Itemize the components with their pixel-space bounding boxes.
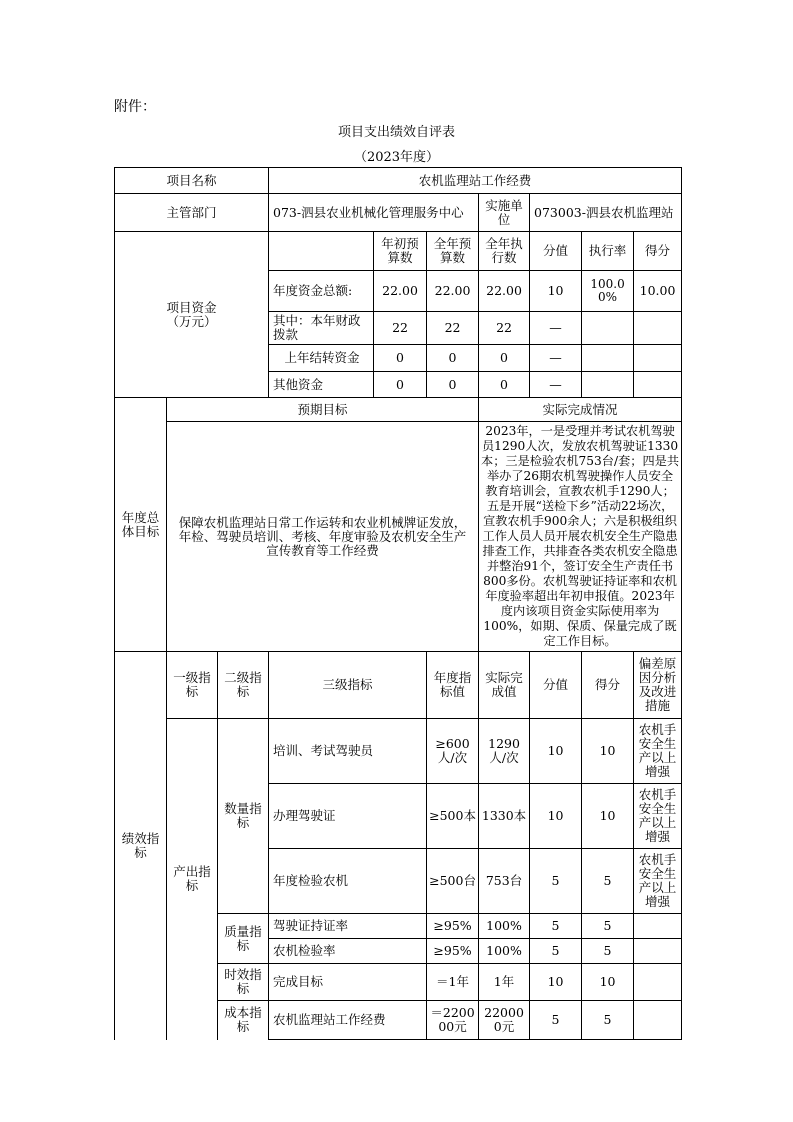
goals-expected-header: 预期目标	[167, 398, 479, 422]
funds-row-total-score-value: 10	[530, 271, 582, 312]
funds-header-rate: 执行率	[582, 232, 634, 270]
indicators-header-level3: 三级指标	[269, 652, 427, 719]
funds-row-other-initial: 0	[374, 372, 427, 398]
indicator-row-score-value: 10	[530, 964, 582, 1001]
indicator-row-name: 农机检验率	[269, 939, 427, 964]
indicator-row-score-deviation	[582, 849, 682, 914]
funds-row-total-rate-score	[582, 271, 682, 312]
indicator-row-score: 5	[582, 939, 634, 963]
funds-row-carryover-executed: 0	[479, 345, 530, 372]
indicator-row-name: 完成目标	[269, 964, 427, 1001]
funds-row-fiscal-name: 其中：本年财政拨款	[269, 312, 374, 345]
self-evaluation-table	[114, 167, 682, 1040]
indicators-header-score-value: 分值	[530, 652, 582, 719]
indicator-row-deviation	[634, 964, 681, 1000]
indicator-row-score-deviation	[582, 964, 682, 1001]
indicator-row-score: 10	[582, 719, 634, 783]
goals-label: 年度总体目标	[115, 398, 167, 652]
indicator-row-score-value: 10	[530, 784, 582, 849]
indicator-row-name: 办理驾驶证	[269, 784, 427, 849]
indicator-row-score-deviation	[582, 719, 682, 784]
indicator-row-target: ≥95%	[427, 914, 479, 939]
attachment-label: 附件：	[114, 99, 156, 115]
indicator-row-deviation	[634, 914, 681, 938]
funds-row-carryover-rate-score	[582, 345, 682, 372]
indicators-header-actual: 实际完成值	[479, 652, 530, 719]
funds-header-executed: 全年执行数	[479, 232, 530, 271]
funds-header-rate-score	[582, 232, 682, 271]
indicators-header-target: 年度指标值	[427, 652, 479, 719]
indicator-row-name: 培训、考试驾驶员	[269, 719, 427, 784]
funds-row-other-annual: 0	[427, 372, 479, 398]
funds-row-carryover-rate	[582, 345, 634, 371]
indicator-row-score-deviation	[582, 914, 682, 939]
indicators-label: 绩效指标	[115, 652, 167, 1040]
funds-row-other-score	[634, 372, 681, 397]
funds-row-fiscal-rate	[582, 312, 634, 344]
funds-row-total-score: 10.00	[639, 283, 676, 298]
indicator-row-actual: 1290人/次	[479, 719, 530, 784]
dept-label: 主管部门	[115, 194, 269, 232]
project-name-label: 项目名称	[115, 168, 269, 194]
funds-row-other-rate-score	[582, 372, 682, 398]
funds-label: 项目资金 （万元）	[115, 232, 269, 398]
indicator-row-name: 年度检验农机	[269, 849, 427, 914]
indicator-row-score-value: 5	[530, 1001, 582, 1040]
indicator-row-target: ≥500本	[427, 784, 479, 849]
indicator-row-score: 10	[582, 964, 634, 1000]
indicator-group-quantity: 数量指标	[218, 719, 269, 914]
funds-header-initial: 年初预算数	[374, 232, 427, 271]
funds-row-total-initial: 22.00	[374, 271, 427, 312]
indicator-row-actual: 1年	[479, 964, 530, 1001]
indicator-row-actual: 220000元	[479, 1001, 530, 1040]
indicator-group-cost: 成本指标	[218, 1001, 269, 1040]
funds-header-score: 得分	[645, 243, 671, 258]
indicator-row-score-value: 5	[530, 939, 582, 964]
funds-header-score-value: 分值	[530, 232, 582, 271]
indicator-row-score-deviation	[582, 1001, 682, 1040]
indicator-level1-output: 产出指标	[167, 719, 218, 1040]
indicator-row-deviation	[634, 1001, 681, 1039]
indicators-header-level2: 二级指标	[218, 652, 269, 719]
funds-row-other-executed: 0	[479, 372, 530, 398]
indicator-row-score: 10	[582, 784, 634, 848]
indicator-row-actual: 100%	[479, 914, 530, 939]
indicator-row-actual: 753台	[479, 849, 530, 914]
indicator-row-score-deviation	[582, 939, 682, 964]
indicator-row-actual: 100%	[479, 939, 530, 964]
indicator-row-name: 农机监理站工作经费	[269, 1001, 427, 1040]
indicator-row-target: ＝220000元	[427, 1001, 479, 1040]
funds-row-carryover-initial: 0	[374, 345, 427, 372]
indicator-row-score: 5	[582, 914, 634, 938]
indicator-row-actual: 1330本	[479, 784, 530, 849]
indicators-header-score: 得分	[582, 652, 634, 718]
year-subtitle: （2023年度）	[353, 150, 440, 165]
indicator-row-deviation	[634, 939, 681, 963]
funds-row-total-rate: 100.00%	[582, 271, 634, 311]
funds-row-fiscal-score	[634, 312, 681, 344]
funds-row-other-name: 其他资金	[269, 372, 374, 398]
funds-header-blank	[269, 232, 374, 271]
indicator-row-name: 驾驶证持证率	[269, 914, 427, 939]
funds-row-fiscal-annual: 22	[427, 312, 479, 345]
indicator-row-score: 5	[582, 849, 634, 913]
funds-row-carryover-score	[634, 345, 681, 371]
funds-row-fiscal-rate-score	[582, 312, 682, 345]
funds-row-carryover-annual: 0	[427, 345, 479, 372]
indicator-row-target: ＝1年	[427, 964, 479, 1001]
goals-expected-text: 保障农机监理站日常工作运转和农业机械牌证发放，年检、驾驶员培训、考核、年度审验及农机安全生产宣传教育等工作经费	[167, 422, 479, 652]
goals-actual-header: 实际完成情况	[479, 398, 682, 422]
funds-row-total-name: 年度资金总额:	[269, 271, 374, 312]
funds-row-carryover-score-value: —	[530, 345, 582, 372]
indicator-row-score-value: 5	[530, 914, 582, 939]
indicators-header-level1: 一级指标	[167, 652, 218, 719]
funds-row-carryover-name: 上年结转资金	[269, 345, 374, 372]
indicator-row-target: ≥95%	[427, 939, 479, 964]
project-name-value: 农机监理站工作经费	[269, 168, 682, 194]
indicator-row-score-value: 5	[530, 849, 582, 914]
indicator-row-target: ≥500台	[427, 849, 479, 914]
indicator-group-quality: 质量指标	[218, 914, 269, 964]
goals-actual-text: 2023年，一是受理并考试农机驾驶员1290人次，发放农机驾驶证1330本；三是检验农机753台/套；四是共举办了26期农机驾驶操作人员安全教育培训会，宣教农机手1290人；五是开展“送检下乡”活动22场次，宣教农机手900余人；六是积极组织工作人员人员开展农机安全生产隐患排查工作，共排查各类农机安全隐患并整治91个，签订安全生产责任书800多份。农机驾驶证持证率和农机年度验率超出年初申报值。2023年度内该项目资金实际使用率为100%，如期、保质、保量完成了既定工作目标。	[479, 422, 682, 652]
indicator-row-score: 5	[582, 1001, 634, 1039]
funds-row-other-score-value: —	[530, 372, 582, 398]
indicator-row-deviation: 农机手安全生产以上增强	[638, 852, 677, 909]
funds-row-total-executed: 22.00	[479, 271, 530, 312]
funds-row-other-rate	[582, 372, 634, 397]
indicator-group-timeliness: 时效指标	[218, 964, 269, 1001]
funds-row-fiscal-initial: 22	[374, 312, 427, 345]
indicator-row-deviation: 农机手安全生产以上增强	[638, 722, 677, 779]
dept-value: 073-泗县农业机械化管理服务中心	[269, 194, 479, 232]
indicator-row-score-value: 10	[530, 719, 582, 784]
funds-header-annual: 全年预算数	[427, 232, 479, 271]
funds-row-total-annual: 22.00	[427, 271, 479, 312]
indicators-header-score-deviation	[582, 652, 682, 719]
indicator-row-score-deviation	[582, 784, 682, 849]
indicator-row-deviation: 农机手安全生产以上增强	[638, 787, 677, 844]
indicators-header-deviation: 偏差原因分析及改进措施	[638, 656, 677, 713]
indicator-row-target: ≥600人/次	[427, 719, 479, 784]
funds-row-fiscal-executed: 22	[479, 312, 530, 345]
unit-label: 实施单位	[479, 194, 530, 232]
funds-row-fiscal-score-value: —	[530, 312, 582, 345]
unit-value: 073003-泗县农机监理站	[530, 194, 682, 232]
page-title: 项目支出绩效自评表	[337, 125, 455, 140]
